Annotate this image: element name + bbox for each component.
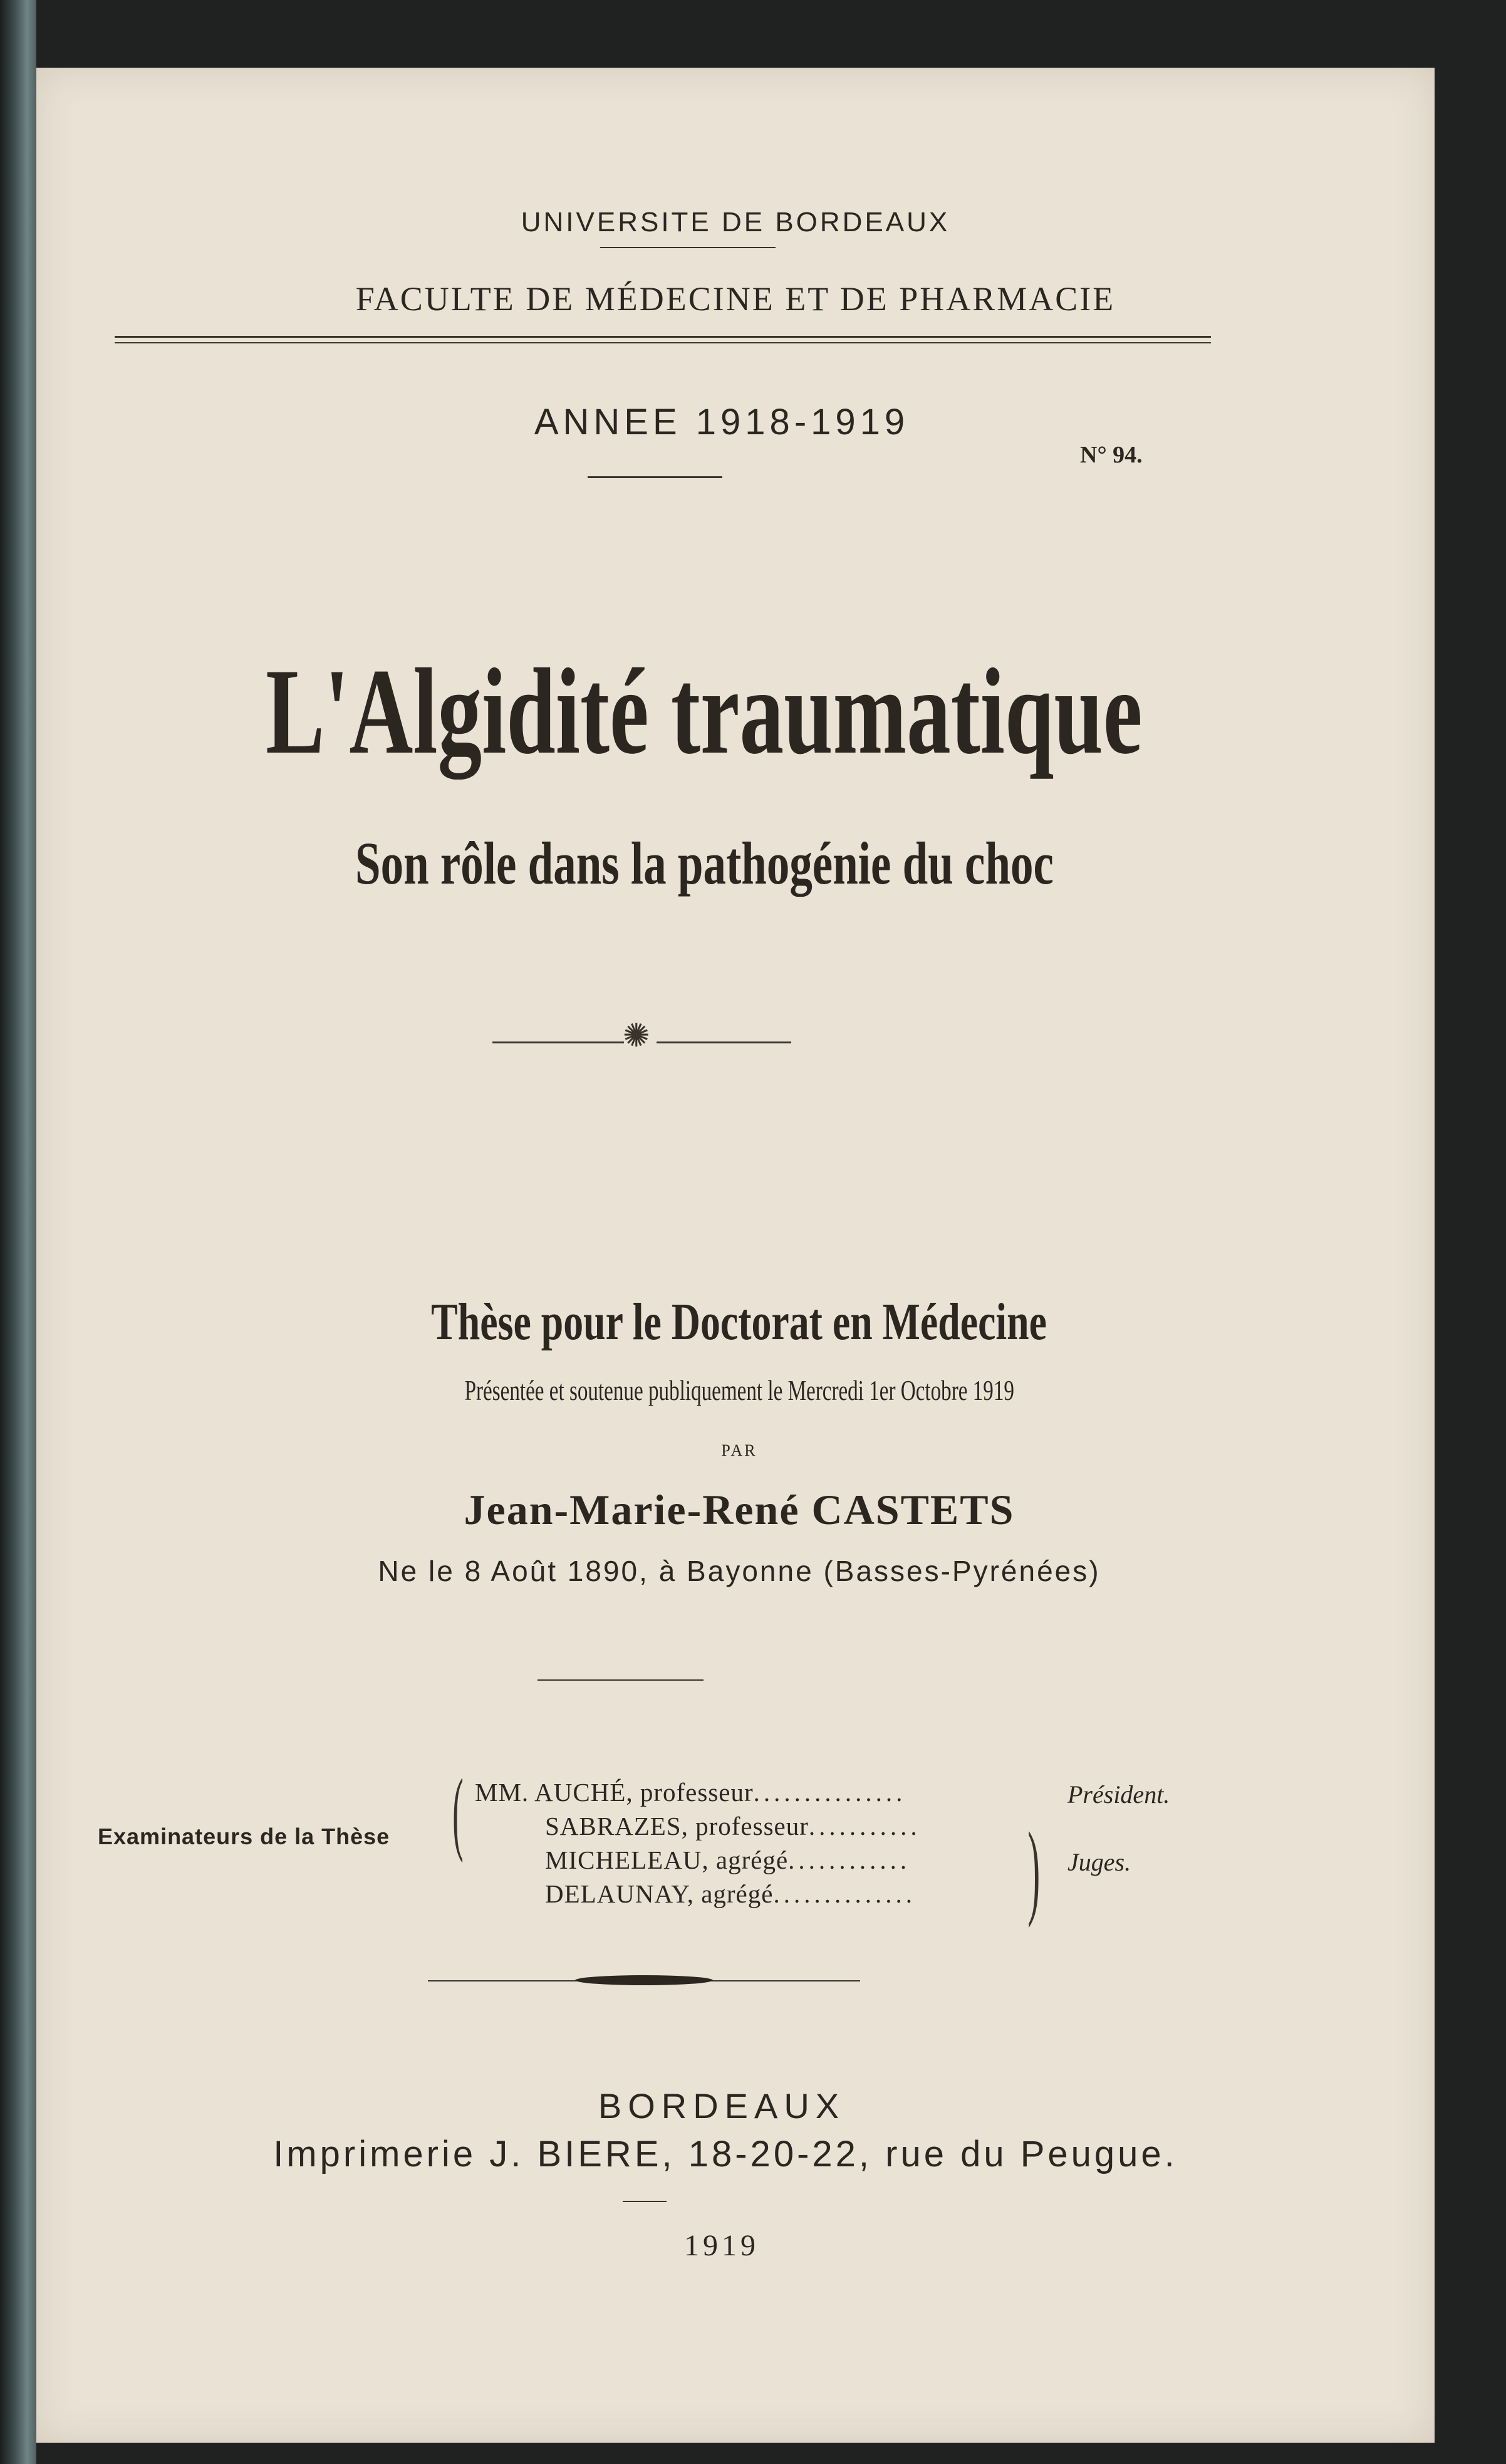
examiner-row [475, 1777, 906, 1807]
examiner-name: MICHELEAU, agrégé [545, 1845, 789, 1874]
title-page [36, 68, 1435, 2443]
president-label: Président. [1067, 1780, 1170, 1809]
examiner-row [545, 1845, 910, 1875]
examiner-name: DELAUNAY, agrégé [545, 1879, 774, 1908]
thesis-number: N° 94. [1080, 442, 1143, 468]
examiner-row [545, 1879, 916, 1909]
examiner-name: MM. AUCHÉ, professeur [475, 1778, 754, 1807]
juges-label: Juges. [1067, 1848, 1131, 1876]
ornament-icon: ✺ [623, 1018, 650, 1054]
juges-right-brace: ) [1027, 1810, 1041, 1928]
imprint-printer: Imprimerie J. BIERE, 18-20-22, rue du Peugue. [273, 2134, 1178, 2174]
ornament-swell [575, 1975, 713, 1985]
imprint-year: 1919 [684, 2229, 759, 2262]
imprint-city: BORDEAUX [598, 2086, 846, 2126]
subtitle-text: Son rôle dans la pathogénie du choc [355, 830, 1054, 897]
faculty-name: FACULTE DE MÉDECINE ET DE PHARMACIE [355, 280, 1116, 318]
main-title-text: L'Algidité traumatique [266, 644, 1143, 780]
examiner-row [545, 1811, 921, 1841]
author-name: Jean-Marie-René CASTETS [464, 1486, 1015, 1533]
thesis-presented-text: Présentée et soutenue publiquement le Mercredi 1er Octobre 1919 [464, 1374, 1014, 1406]
thesis-heading-text: Thèse pour le Doctorat en Médecine [431, 1293, 1047, 1351]
thesis-par: PAR [721, 1441, 757, 1459]
examiner-dots: ............... [753, 1778, 906, 1807]
author-birth: Ne le 8 Août 1890, à Bayonne (Basses-Pyrénées) [378, 1555, 1101, 1587]
examiner-dots: ............ [788, 1845, 911, 1874]
imprint-rule [623, 2201, 667, 2202]
academic-year: ANNEE 1918-1919 [534, 402, 910, 442]
examiner-dots: .............. [773, 1879, 916, 1908]
university-name: UNIVERSITE DE BORDEAUX [521, 207, 950, 238]
examiners-label: Examinateurs de la Thèse [98, 1824, 390, 1849]
examiners-left-brace: ( [452, 1760, 464, 1864]
examiner-name: SABRAZES, professeur [545, 1812, 809, 1840]
examiner-dots: ........... [808, 1812, 921, 1840]
